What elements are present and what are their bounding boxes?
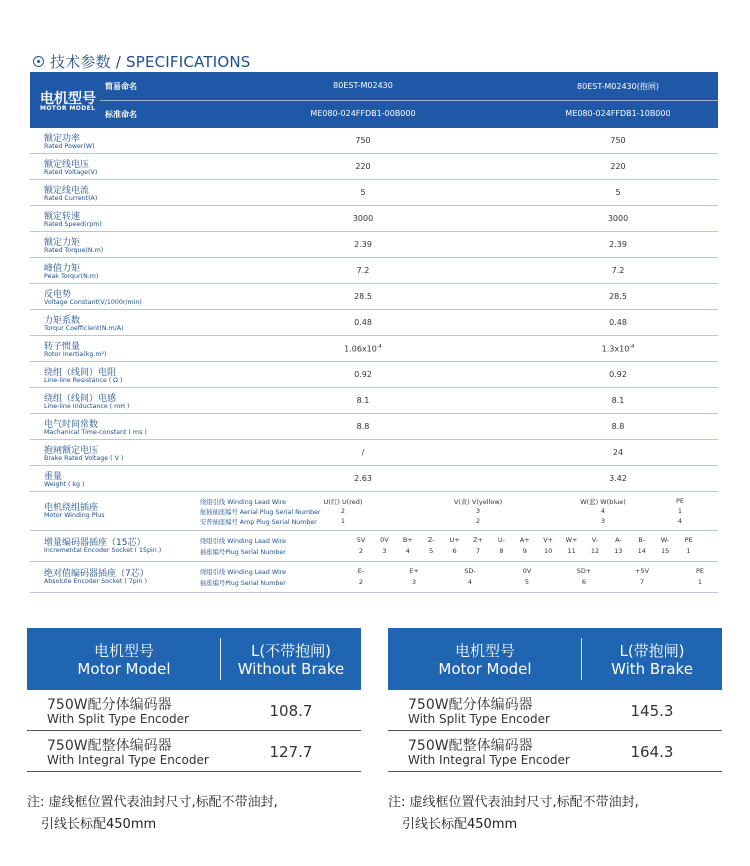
spec-label-en: Rated Voltage(V) <box>44 169 98 176</box>
encoder-pin-name: 0V <box>522 567 532 575</box>
spec-label-en: Weight ( kg ) <box>44 481 85 488</box>
table-row <box>27 731 361 772</box>
spec-row <box>30 336 718 362</box>
encoder-pin-name: SD- <box>464 567 476 575</box>
spec-label-en: Peak Torqur(N.m) <box>44 273 99 280</box>
spec-label-zh: 反电势 <box>44 290 72 300</box>
absolute-row <box>30 562 718 593</box>
spec-value-a: 7.2 <box>356 266 370 275</box>
spec-value-b: 3.42 <box>609 474 627 483</box>
spec-row <box>30 258 718 284</box>
header-model-en: Motor Model <box>77 660 171 678</box>
winding-aerial-number: 4 <box>600 507 606 515</box>
spec-label-en: Line-line Inductance ( mH ) <box>44 403 130 410</box>
spec-label-zh: 力矩系数 <box>44 316 81 326</box>
winding-aerial-number: 3 <box>475 507 481 515</box>
spec-value-b: $1.3x10^{-4}$ <box>601 344 635 354</box>
row-length-value: 108.7 <box>269 702 313 720</box>
spec-label-zh: 绕组（线间）电阻 <box>44 368 117 378</box>
winding-zh: 电机绕组插座 <box>44 503 99 513</box>
encoder-pin-number: 15 <box>661 547 670 555</box>
encoder-pin-number: 1 <box>697 578 703 586</box>
winding-amp-number: 4 <box>677 517 683 525</box>
spec-value-b: 2.39 <box>609 240 627 249</box>
row-model-en: With Integral Type Encoder <box>408 753 570 767</box>
spec-row <box>30 154 718 180</box>
short-name-label: 简易命名 <box>105 82 137 91</box>
winding-amp-number: 2 <box>475 517 481 525</box>
spec-row <box>30 310 718 336</box>
encoder-pin-number: 10 <box>544 547 553 555</box>
encoder-pin-number: 7 <box>475 547 481 555</box>
absolute-line1: 绕组引线 Winding Lead Wire <box>200 569 287 576</box>
row-model-zh: 750W配整体编码器 <box>47 738 172 754</box>
winding-wire-name: U(红) U(red) <box>323 498 363 506</box>
spec-row <box>30 440 718 466</box>
spec-label-en: Rotor Inertia(kg.m²) <box>44 351 107 358</box>
spec-value-a: $1.06x10^{-4}$ <box>344 344 382 354</box>
spec-label-zh: 峰值力矩 <box>44 264 81 274</box>
header-length-zh: L(不带抱闸) <box>250 642 332 660</box>
winding-line2: 航插插座编号 Aerial Plug Serial Number <box>200 509 321 516</box>
model-b-std: ME080-024FFDB1-10B000 <box>565 109 671 118</box>
encoder-pin-number: 5 <box>429 547 434 555</box>
length-table-without-brake <box>27 628 361 772</box>
table-row <box>388 731 722 772</box>
motor-model-en: MOTOR MODEL <box>40 105 96 112</box>
spec-label-en: Rated Speed(rpm) <box>44 221 102 228</box>
spec-label-en: Rated Current(A) <box>44 195 98 202</box>
spec-label-zh: 额定功率 <box>44 134 81 144</box>
spec-label-zh: 重量 <box>44 472 63 482</box>
encoder-pin-name: E- <box>357 567 365 575</box>
encoder-pin-number: 5 <box>524 578 530 586</box>
winding-amp-number: 1 <box>340 517 346 525</box>
row-model-zh: 750W配整体编码器 <box>408 738 533 754</box>
model-a-short: 80EST-M02430 <box>333 81 393 90</box>
spec-label-en: Voltage Constant(V/1000r/min) <box>44 299 142 306</box>
footnote-left <box>27 792 278 836</box>
section-title-text: 技术参数 / SPECIFICATIONS <box>50 52 251 71</box>
encoder-pin-name: 5V <box>356 536 366 544</box>
encoder-pin-name: 0V <box>380 536 389 544</box>
encoder-pin-name: PE <box>684 536 693 544</box>
winding-wire-name: PE <box>675 497 685 505</box>
encoder-pin-name: U+ <box>449 536 460 544</box>
spec-row <box>30 388 718 414</box>
encoder-pin-name: V+ <box>543 536 554 544</box>
spec-row <box>30 206 718 232</box>
spec-header <box>30 72 718 128</box>
spec-value-a: 28.5 <box>354 292 372 301</box>
encoder-pin-name: +5V <box>634 567 650 575</box>
footnote-line2: 引线长标配450mm <box>41 817 157 832</box>
encoder-pin-number: 13 <box>614 547 623 555</box>
winding-row <box>30 492 718 531</box>
header-length-zh: L(带抱闸) <box>619 642 685 660</box>
header-model-zh: 电机型号 <box>454 642 515 660</box>
encoder-pin-number: 7 <box>639 578 645 586</box>
encoder-pin-name: U- <box>497 536 505 544</box>
spec-label-zh: 额定线电流 <box>44 186 90 196</box>
model-b-short: 80EST-M02430(抱闸) <box>577 82 659 91</box>
encoder-pin-name: PE <box>695 567 705 575</box>
header-divider <box>100 100 718 101</box>
spec-row <box>30 128 718 154</box>
winding-aerial-number: 1 <box>677 507 683 515</box>
model-a-std: ME080-024FFDB1-00B000 <box>310 109 416 118</box>
spec-row <box>30 232 718 258</box>
spec-label-zh: 绕组（线间）电感 <box>44 394 117 404</box>
incremental-line2: 插座编号Plug Serial Number <box>200 549 286 556</box>
encoder-pin-number: 4 <box>467 578 473 586</box>
motor-model-zh: 电机型号 <box>40 91 96 107</box>
row-model-en: With Integral Type Encoder <box>47 753 209 767</box>
spec-value-b: 5 <box>615 188 621 197</box>
footnote-line1: 注: 虚线框位置代表油封尺寸,标配不带油封, <box>388 795 639 810</box>
spec-label-zh: 抱闸额定电压 <box>44 446 99 456</box>
encoder-pin-name: B- <box>638 536 646 544</box>
spec-value-a: 8.1 <box>356 396 370 405</box>
spec-value-b: 0.92 <box>609 370 627 379</box>
spec-label-en: Rated Torque(N.m) <box>44 247 104 254</box>
section-title <box>33 51 251 71</box>
winding-en: Motor Winding Plus <box>44 512 105 519</box>
spec-value-a: 220 <box>355 162 371 171</box>
header-length-en: Without Brake <box>237 660 345 678</box>
spec-label-zh: 额定力矩 <box>44 238 81 248</box>
winding-amp-number: 3 <box>600 517 606 525</box>
encoder-pin-number: 3 <box>411 578 417 586</box>
spec-label-en: Machanical Time-constant ( ms ) <box>44 429 147 436</box>
length-table-with-brake <box>388 628 722 772</box>
spec-value-exponent: -4 <box>376 344 382 350</box>
spec-value-b: 7.2 <box>611 266 625 275</box>
spec-value-a: 3000 <box>352 214 374 223</box>
encoder-pin-name: Z- <box>427 536 435 544</box>
spec-value-a: 2.39 <box>354 240 372 249</box>
absolute-en: Absolute Encoder Socket ( 7pin ) <box>44 578 148 585</box>
spec-label-en: Torqur Coefficient(N.m/A) <box>44 325 124 332</box>
encoder-pin-name: W- <box>660 536 670 544</box>
encoder-pin-number: 6 <box>581 578 587 586</box>
spec-label-en: Brake Rated Voltage ( V ) <box>44 455 124 462</box>
row-model-en: With Split Type Encoder <box>47 712 189 726</box>
absolute-zh: 绝对值编码器插座（7芯） <box>44 569 149 579</box>
std-name-label: 标准命名 <box>105 110 137 119</box>
spec-table <box>30 72 718 593</box>
encoder-pin-name: SD+ <box>576 567 592 575</box>
spec-value-b: 3000 <box>607 214 629 223</box>
spec-value-a: 750 <box>355 136 371 145</box>
spec-label-en: Rated Power(W) <box>44 143 95 150</box>
spec-value-a: 0.48 <box>354 318 372 327</box>
spec-value-b: 8.8 <box>611 422 625 431</box>
encoder-pin-number: 9 <box>522 547 527 555</box>
header-length-en: With Brake <box>611 660 693 678</box>
encoder-pin-number: 8 <box>499 547 504 555</box>
spec-value-a: / <box>361 448 365 457</box>
length-table-header <box>27 628 361 690</box>
spec-value-b: 24 <box>612 448 624 457</box>
winding-aerial-number: 2 <box>340 507 346 515</box>
row-length-value: 145.3 <box>630 702 674 720</box>
winding-wire-name: V(黄) V(yellow) <box>453 498 503 506</box>
row-model-en: With Split Type Encoder <box>408 712 550 726</box>
row-model-zh: 750W配分体编码器 <box>408 697 533 713</box>
encoder-pin-number: 4 <box>405 547 410 555</box>
encoder-pin-number: 6 <box>452 547 457 555</box>
spec-row <box>30 284 718 310</box>
encoder-pin-number: 3 <box>382 547 387 555</box>
header-model-en: Motor Model <box>438 660 532 678</box>
encoder-pin-number: 12 <box>590 547 600 555</box>
encoder-pin-number: 2 <box>358 547 364 555</box>
spec-label-zh: 电气时间常数 <box>44 420 99 430</box>
spec-value-a: 2.63 <box>354 474 372 483</box>
incremental-zh: 增量编码器插座（15芯） <box>44 538 146 548</box>
spec-value-exponent: -4 <box>629 344 635 350</box>
footnote-line1: 注: 虚线框位置代表油封尺寸,标配不带油封, <box>27 795 278 810</box>
encoder-pin-name: V- <box>591 536 599 544</box>
encoder-pin-name: B+ <box>402 536 413 544</box>
spec-value-b: 220 <box>610 162 626 171</box>
spec-rows <box>30 128 718 492</box>
spec-label-zh: 转子惯量 <box>44 342 81 352</box>
absolute-line2: 插座编号Plug Serial Number <box>200 580 286 587</box>
spec-value-a: 5 <box>360 188 366 197</box>
spec-row <box>30 180 718 206</box>
spec-label-zh: 额定转速 <box>44 212 81 222</box>
spec-value-b: 750 <box>610 136 626 145</box>
encoder-pin-name: Z+ <box>473 536 483 544</box>
encoder-pin-name: A+ <box>519 536 530 544</box>
target-icon <box>33 56 44 67</box>
spec-value-b: 0.48 <box>609 318 627 327</box>
encoder-pin-number: 11 <box>567 547 576 555</box>
encoder-pin-number: 2 <box>358 578 364 586</box>
row-length-value: 127.7 <box>269 743 313 761</box>
footnote-right <box>388 792 639 836</box>
encoder-pin-name: A- <box>615 536 622 544</box>
encoder-pin-name: E+ <box>409 567 419 575</box>
table-row <box>27 690 361 731</box>
winding-line1: 绕组引线 Winding Lead Wire <box>200 499 287 506</box>
encoder-pin-number: 1 <box>686 547 691 555</box>
incremental-en: Incremental Encoder Socket ( 15pin ) <box>44 547 162 554</box>
incremental-line1: 绕组引线 Winding Lead Wire <box>200 538 287 545</box>
incremental-row <box>30 531 718 562</box>
row-model-zh: 750W配分体编码器 <box>47 697 172 713</box>
winding-wire-name: W(蓝) W(blue) <box>580 498 626 506</box>
row-length-value: 164.3 <box>630 743 674 761</box>
length-table-header <box>388 628 722 690</box>
header-model-zh: 电机型号 <box>93 642 154 660</box>
spec-value-b: 28.5 <box>609 292 627 301</box>
spec-row <box>30 362 718 388</box>
table-row <box>388 690 722 731</box>
spec-row <box>30 466 718 492</box>
spec-value-a: 8.8 <box>356 422 370 431</box>
spec-value-a: 0.92 <box>354 370 372 379</box>
spec-value-b: 8.1 <box>611 396 625 405</box>
encoder-pin-number: 14 <box>637 547 646 555</box>
spec-label-zh: 额定线电压 <box>44 160 90 170</box>
encoder-pin-name: W+ <box>565 536 578 544</box>
footnote-line2: 引线长标配450mm <box>402 817 518 832</box>
spec-row <box>30 414 718 440</box>
spec-label-en: Line-line Resistance ( Ω ) <box>44 377 123 384</box>
winding-line3: 安普插座编号 Amp Plug Serial Number <box>200 519 317 526</box>
